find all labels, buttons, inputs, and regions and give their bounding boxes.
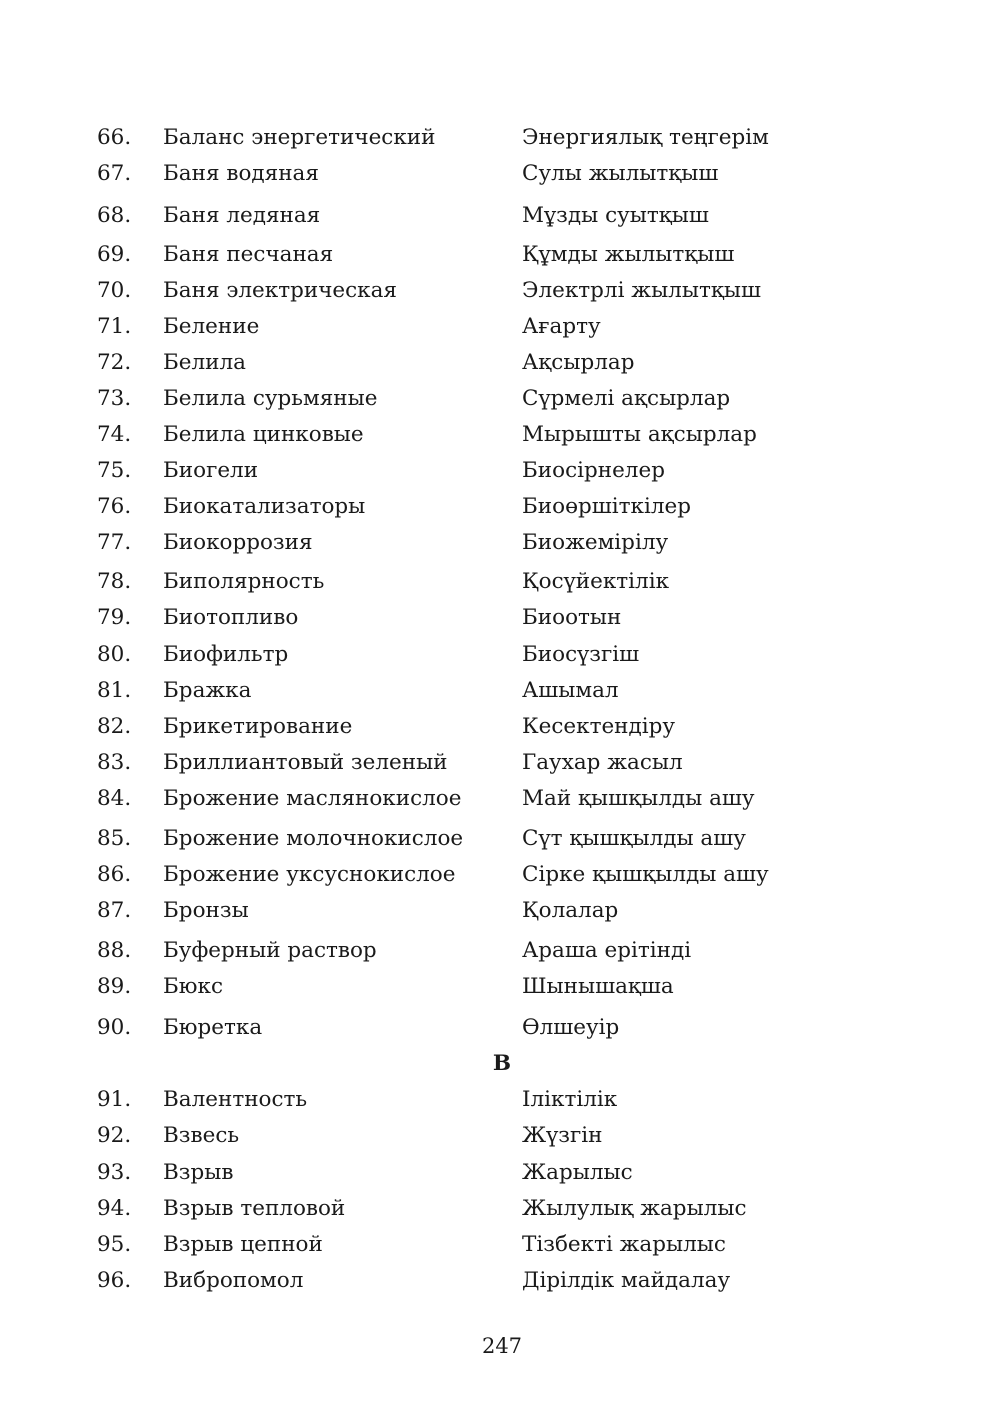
entry-kazakh-term: Жылулық жарылыс <box>522 1196 747 1221</box>
entry-number: 76. <box>97 494 132 519</box>
entry-number: 95. <box>97 1232 132 1257</box>
entry-russian-term: Баня песчаная <box>163 242 334 267</box>
glossary-entry <box>0 1158 1004 1188</box>
entry-kazakh-term: Биосүзгіш <box>522 642 640 667</box>
glossary-entry <box>0 201 1004 231</box>
entry-number: 78. <box>97 569 132 594</box>
entry-russian-term: Бражка <box>163 678 252 703</box>
glossary-entry <box>0 1085 1004 1115</box>
entry-kazakh-term: Энергиялық теңгерім <box>522 125 769 150</box>
glossary-entry <box>0 348 1004 378</box>
glossary-entry <box>0 896 1004 926</box>
glossary-entry <box>0 603 1004 633</box>
entry-number: 83. <box>97 750 132 775</box>
entry-number: 80. <box>97 642 132 667</box>
glossary-entry <box>0 1194 1004 1224</box>
entry-number: 85. <box>97 826 132 851</box>
entry-number: 81. <box>97 678 132 703</box>
entry-kazakh-term: Электрлі жылытқыш <box>522 278 761 303</box>
entry-kazakh-term: Ақсырлар <box>522 350 635 375</box>
entry-kazakh-term: Биожемірілу <box>522 530 669 555</box>
glossary-entry <box>0 860 1004 890</box>
glossary-entry <box>0 456 1004 486</box>
entry-russian-term: Вибропомол <box>163 1268 304 1293</box>
entry-number: 79. <box>97 605 132 630</box>
glossary-entry <box>0 276 1004 306</box>
entry-kazakh-term: Гаухар жасыл <box>522 750 683 775</box>
entry-russian-term: Баня ледяная <box>163 203 321 228</box>
entry-russian-term: Взрыв цепной <box>163 1232 323 1257</box>
entry-number: 71. <box>97 314 132 339</box>
entry-russian-term: Брожение уксуснокислое <box>163 862 456 887</box>
entry-number: 67. <box>97 161 132 186</box>
entry-russian-term: Белила цинковые <box>163 422 364 447</box>
entry-kazakh-term: Шынышақша <box>522 974 674 999</box>
entry-number: 68. <box>97 203 132 228</box>
glossary-entry <box>0 312 1004 342</box>
entry-kazakh-term: Ағарту <box>522 314 601 339</box>
glossary-entry <box>0 123 1004 153</box>
entry-kazakh-term: Жүзгін <box>522 1123 603 1148</box>
entry-russian-term: Бюретка <box>163 1015 263 1040</box>
glossary-entry <box>0 420 1004 450</box>
entry-kazakh-term: Мұзды суытқыш <box>522 203 709 228</box>
glossary-entry <box>0 240 1004 270</box>
glossary-entry <box>0 748 1004 778</box>
entry-kazakh-term: Сулы жылытқыш <box>522 161 719 186</box>
entry-kazakh-term: Мырышты ақсырлар <box>522 422 757 447</box>
entry-number: 92. <box>97 1123 132 1148</box>
entry-number: 66. <box>97 125 132 150</box>
glossary-entry <box>0 1121 1004 1151</box>
entry-russian-term: Взрыв <box>163 1160 234 1185</box>
glossary-entry <box>0 1013 1004 1043</box>
entry-number: 70. <box>97 278 132 303</box>
entry-russian-term: Брожение маслянокислое <box>163 786 462 811</box>
entry-russian-term: Белила сурьмяные <box>163 386 378 411</box>
entry-kazakh-term: Өлшеуір <box>522 1015 620 1040</box>
entry-russian-term: Бронзы <box>163 898 249 923</box>
glossary-entry <box>0 384 1004 414</box>
entry-kazakh-term: Араша ерітінді <box>522 938 692 963</box>
entry-number: 90. <box>97 1015 132 1040</box>
entry-russian-term: Валентность <box>163 1087 308 1112</box>
entry-russian-term: Взрыв тепловой <box>163 1196 346 1221</box>
glossary-entry <box>0 1230 1004 1260</box>
entry-russian-term: Бюкс <box>163 974 223 999</box>
entry-russian-term: Биокатализаторы <box>163 494 366 519</box>
entry-kazakh-term: Сірке қышқылды ашу <box>522 862 769 887</box>
entry-russian-term: Биогели <box>163 458 259 483</box>
entry-number: 74. <box>97 422 132 447</box>
entry-russian-term: Бриллиантовый зеленый <box>163 750 448 775</box>
entry-russian-term: Беление <box>163 314 260 339</box>
entry-number: 84. <box>97 786 132 811</box>
entry-number: 96. <box>97 1268 132 1293</box>
entry-russian-term: Взвесь <box>163 1123 240 1148</box>
entry-number: 88. <box>97 938 132 963</box>
glossary-entry <box>0 1266 1004 1296</box>
entry-kazakh-term: Биоөршіткілер <box>522 494 691 519</box>
glossary-entry <box>0 528 1004 558</box>
glossary-entry <box>0 784 1004 814</box>
entry-russian-term: Биотопливо <box>163 605 299 630</box>
glossary-entry <box>0 159 1004 189</box>
entry-kazakh-term: Сүрмелі ақсырлар <box>522 386 731 411</box>
entry-russian-term: Биофильтр <box>163 642 289 667</box>
entry-number: 94. <box>97 1196 132 1221</box>
entry-russian-term: Белила <box>163 350 246 375</box>
entry-russian-term: Брикетирование <box>163 714 353 739</box>
entry-number: 86. <box>97 862 132 887</box>
entry-russian-term: Биполярность <box>163 569 325 594</box>
entry-kazakh-term: Биоотын <box>522 605 622 630</box>
glossary-entry <box>0 936 1004 966</box>
entry-kazakh-term: Тізбекті жарылыс <box>522 1232 726 1257</box>
glossary-entry <box>0 492 1004 522</box>
entry-number: 93. <box>97 1160 132 1185</box>
glossary-entry <box>0 712 1004 742</box>
entry-kazakh-term: Жарылыс <box>522 1160 633 1185</box>
entry-number: 82. <box>97 714 132 739</box>
entry-kazakh-term: Сүт қышқылды ашу <box>522 826 746 851</box>
entry-russian-term: Баланс энергетический <box>163 125 436 150</box>
glossary-entry <box>0 824 1004 854</box>
entry-number: 87. <box>97 898 132 923</box>
entry-kazakh-term: Дірілдік майдалау <box>522 1268 731 1293</box>
entry-kazakh-term: Биосірнелер <box>522 458 665 483</box>
entry-number: 91. <box>97 1087 132 1112</box>
entry-kazakh-term: Кесектендіру <box>522 714 676 739</box>
glossary-entry <box>0 567 1004 597</box>
entry-kazakh-term: Май қышқылды ашу <box>522 786 755 811</box>
section-letter-heading: В <box>492 1051 512 1076</box>
glossary-entry <box>0 676 1004 706</box>
entry-kazakh-term: Қолалар <box>522 898 619 923</box>
entry-russian-term: Брожение молочнокислое <box>163 826 464 851</box>
entry-russian-term: Буферный раствор <box>163 938 377 963</box>
entry-kazakh-term: Іліктілік <box>522 1087 618 1112</box>
entry-russian-term: Баня водяная <box>163 161 319 186</box>
entry-kazakh-term: Ашымал <box>522 678 619 703</box>
entry-russian-term: Баня электрическая <box>163 278 397 303</box>
glossary-entry <box>0 640 1004 670</box>
entry-kazakh-term: Құмды жылытқыш <box>522 242 735 267</box>
entry-russian-term: Биокоррозия <box>163 530 313 555</box>
entry-number: 69. <box>97 242 132 267</box>
entry-number: 75. <box>97 458 132 483</box>
entry-number: 73. <box>97 386 132 411</box>
page-number: 247 <box>481 1334 523 1358</box>
entry-number: 89. <box>97 974 132 999</box>
entry-number: 77. <box>97 530 132 555</box>
entry-number: 72. <box>97 350 132 375</box>
entry-kazakh-term: Қосүйектілік <box>522 569 670 594</box>
glossary-entry <box>0 972 1004 1002</box>
